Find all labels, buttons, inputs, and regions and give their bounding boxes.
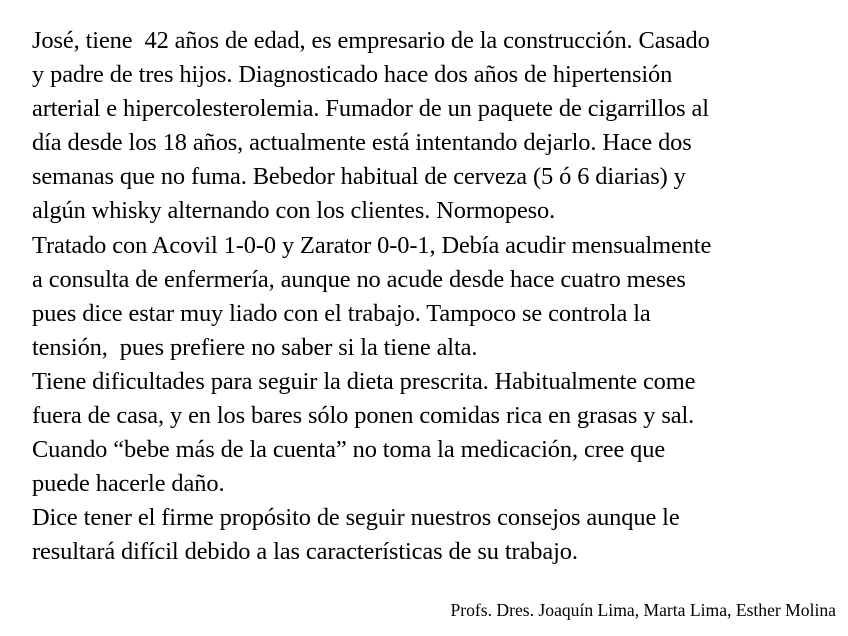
text-line: arterial e hipercolesterolemia. Fumador de un paquete de cigarrillos al	[32, 95, 709, 123]
text-line: algún whisky alternando con los clientes. Normopeso.	[32, 197, 556, 225]
text-line: Dice tener el firme propósito de seguir nuestros consejos aunque le	[32, 504, 680, 532]
text-line: fuera de casa, y en los bares sólo ponen comidas rica en grasas y sal.	[32, 402, 695, 430]
paragraph-intention	[32, 501, 832, 569]
paragraph-treatment	[32, 229, 832, 365]
text-line: José, tiene 42 años de edad, es empresario de la construcción. Casado	[32, 27, 710, 54]
text-line: semanas que no fuma. Bebedor habitual de cerveza (5 ó 6 diarias) y	[32, 163, 686, 191]
text-line: Cuando “bebe más de la cuenta” no toma la medicación, cree que	[32, 436, 666, 464]
text-line: y padre de tres hijos. Diagnosticado hace dos años de hipertensión	[32, 61, 673, 89]
case-description	[32, 24, 832, 570]
footer-authors: Profs. Dres. Joaquín Lima, Marta Lima, Esther Molina	[450, 600, 836, 620]
text-line: Tratado con Acovil 1-0-0 y Zarator 0-0-1, Debía acudir mensualmente	[32, 231, 712, 259]
text-line: pues dice estar muy liado con el trabajo. Tampoco se controla la	[32, 299, 651, 327]
paragraph-diet	[32, 365, 832, 501]
text-line: Tiene dificultades para seguir la dieta prescrita. Habitualmente come	[32, 367, 696, 395]
text-line: a consulta de enfermería, aunque no acude desde hace cuatro meses	[32, 265, 686, 293]
paragraph-patient-profile	[32, 24, 832, 229]
text-line: resultará difícil debido a las características de su trabajo.	[32, 538, 578, 566]
text-line: día desde los 18 años, actualmente está intentando dejarlo. Hace dos	[32, 129, 692, 157]
text-line: puede hacerle daño.	[32, 470, 225, 498]
text-line: tensión, pues prefiere no saber si la tiene alta.	[32, 333, 478, 361]
